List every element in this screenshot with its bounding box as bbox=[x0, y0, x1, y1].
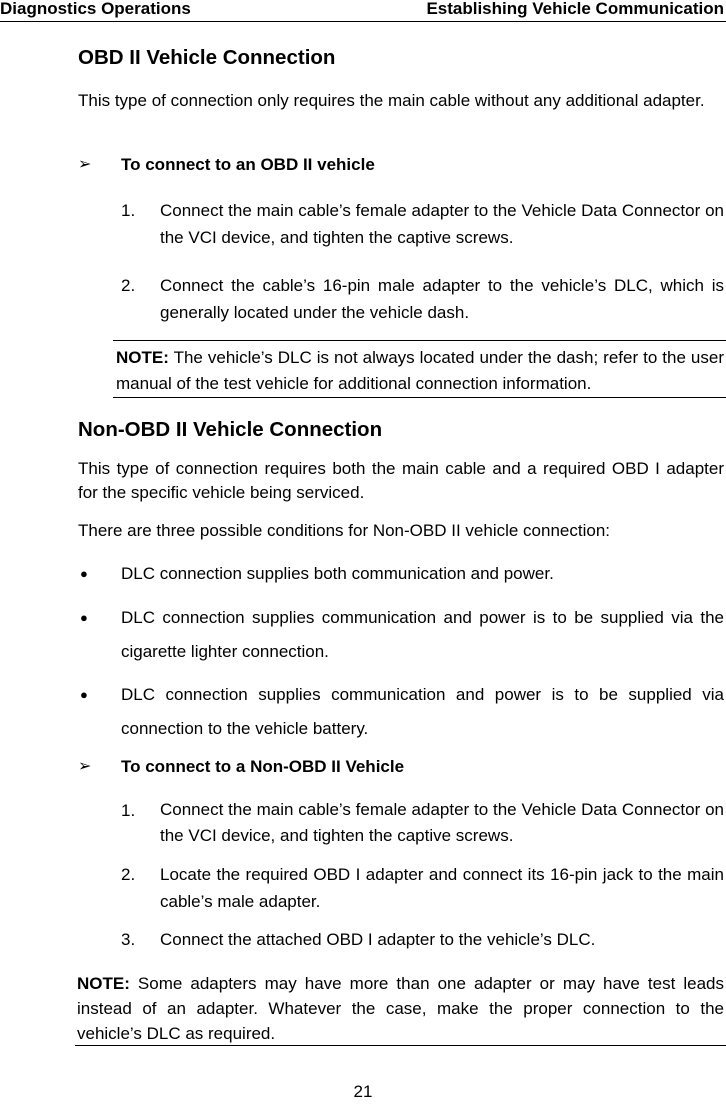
note-text: The vehicle’s DLC is not always located under the dash; refer to the user manual of the test vehicle for additional connection information. bbox=[116, 348, 724, 393]
conditions-intro: There are three possible conditions for Non-OBD II vehicle connection: bbox=[78, 521, 610, 540]
obd2-note bbox=[116, 345, 724, 397]
obd2-intro: This type of connection only requires the main cable without any additional adapter. bbox=[78, 91, 705, 110]
step-text: Connect the cable’s 16-pin male adapter to the vehicle’s DLC, which is generally located under the vehicle dash. bbox=[160, 276, 724, 322]
note-label: NOTE: bbox=[116, 348, 169, 367]
step-number: 3. bbox=[121, 930, 136, 949]
arrow-icon: ➢ bbox=[78, 156, 92, 173]
header-divider bbox=[0, 21, 726, 22]
arrow-icon: ➢ bbox=[78, 758, 92, 775]
note-bottom-rule bbox=[75, 1045, 726, 1046]
nonobd-procedure-title: To connect to a Non-OBD II Vehicle bbox=[121, 757, 405, 776]
note-top-rule bbox=[113, 340, 726, 341]
obd2-procedure-title: To connect to an OBD II vehicle bbox=[121, 155, 375, 174]
bullet-text: DLC connection supplies communication and power is to be supplied via connection to the vehicle battery. bbox=[121, 685, 724, 738]
note-text: Some adapters may have more than one adapter or may have test leads instead of an adapter. Whatever the case, make the proper connection to the vehicle’s DLC as required. bbox=[77, 974, 724, 1043]
note-bottom-rule bbox=[113, 397, 726, 398]
nonobd-intro: This type of connection requires both the main cable and a required OBD I adapter for the specific vehicle being serviced. bbox=[78, 459, 724, 502]
bullet-icon: ● bbox=[80, 566, 88, 581]
step-text: Locate the required OBD I adapter and connect its 16-pin jack to the main cable’s male adapter. bbox=[160, 865, 724, 911]
bullet-icon: ● bbox=[80, 687, 88, 702]
header-chapter-title: Establishing Vehicle Communication bbox=[426, 0, 724, 18]
bullet-text: DLC connection supplies both communication and power. bbox=[121, 564, 554, 583]
step-number: 2. bbox=[121, 276, 136, 295]
step-number: 2. bbox=[121, 865, 136, 884]
nonobd-note bbox=[77, 971, 724, 1046]
step-text: Connect the attached OBD I adapter to the vehicle’s DLC. bbox=[160, 930, 596, 949]
bullet-text: DLC connection supplies communication and power is to be supplied via the cigarette lighter connection. bbox=[121, 608, 724, 661]
step-text: Connect the main cable’s female adapter to the Vehicle Data Connector on the VCI device, and tighten the captive screws. bbox=[160, 201, 724, 247]
note-label: NOTE: bbox=[77, 974, 130, 993]
step-number: 1. bbox=[121, 201, 136, 220]
step-number: 1. bbox=[121, 801, 136, 820]
nonobd-heading: Non-OBD II Vehicle Connection bbox=[78, 418, 383, 441]
page-number: 21 bbox=[353, 1082, 373, 1101]
header-section-title: Diagnostics Operations bbox=[0, 0, 191, 18]
bullet-icon: ● bbox=[80, 610, 88, 625]
obd2-heading: OBD II Vehicle Connection bbox=[78, 46, 336, 69]
step-text: Connect the main cable’s female adapter to the Vehicle Data Connector on the VCI device, and tighten the captive screws. bbox=[160, 800, 724, 845]
